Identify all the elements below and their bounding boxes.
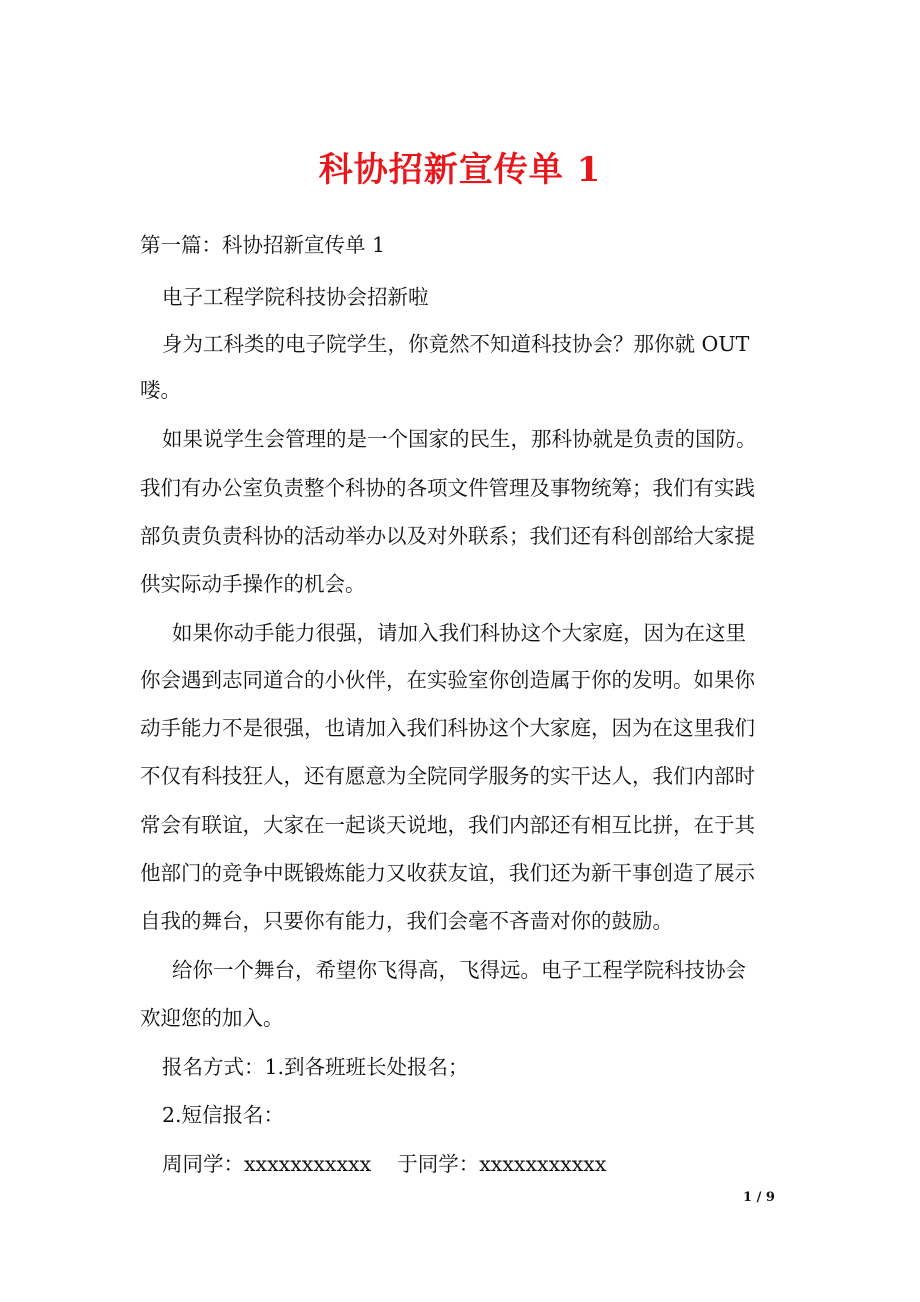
paragraph-line: 电子工程学院科技协会招新啦 xyxy=(162,285,429,309)
paragraph-line: 常会有联谊，大家在一起谈天说地，我们内部还有相互比拼，在于其 xyxy=(140,813,755,837)
document-title: 科协招新宣传单 1 xyxy=(318,150,602,190)
paragraph-line: 不仅有科技狂人，还有愿意为全院同学服务的实干达人，我们内部时 xyxy=(140,764,755,788)
signup-method-line: 报名方式：1.到各班班长处报名； xyxy=(162,1055,469,1079)
paragraph-line: 喽。 xyxy=(140,378,181,402)
paragraph-line: 如果你动手能力很强，请加入我们科协这个大家庭，因为在这里 xyxy=(172,621,746,645)
paragraph-line: 部负责负责科协的活动举办以及对外联系；我们还有科创部给大家提 xyxy=(140,524,755,548)
sms-signup-line: 2.短信报名： xyxy=(162,1103,285,1127)
paragraph-line: 给你一个舞台，希望你飞得高，飞得远。电子工程学院科技协会 xyxy=(172,958,746,982)
page-number: 1 / 9 xyxy=(743,1190,775,1205)
contacts-line: 周同学：xxxxxxxxxxx 于同学：xxxxxxxxxxx xyxy=(162,1152,607,1176)
paragraph-line: 供实际动手操作的机会。 xyxy=(140,572,366,596)
paragraph-line: 欢迎您的加入。 xyxy=(140,1006,284,1030)
section-heading: 第一篇：科协招新宣传单 1 xyxy=(140,233,386,257)
paragraph-line: 自我的舞台，只要你有能力，我们会毫不吝啬对你的鼓励。 xyxy=(140,909,673,933)
paragraph-line: 如果说学生会管理的是一个国家的民生，那科协就是负责的国防。 xyxy=(162,427,757,451)
paragraph-line: 他部门的竞争中既锻炼能力又收获友谊，我们还为新干事创造了展示 xyxy=(140,861,755,885)
paragraph-line: 动手能力不是很强，也请加入我们科协这个大家庭，因为在这里我们 xyxy=(140,716,755,740)
paragraph-line: 你会遇到志同道合的小伙伴，在实验室你创造属于你的发明。如果你 xyxy=(140,668,755,692)
paragraph-line: 身为工科类的电子院学生，你竟然不知道科技协会？那你就 OUT xyxy=(162,332,750,356)
paragraph-line: 我们有办公室负责整个科协的各项文件管理及事物统筹；我们有实践 xyxy=(140,476,755,500)
